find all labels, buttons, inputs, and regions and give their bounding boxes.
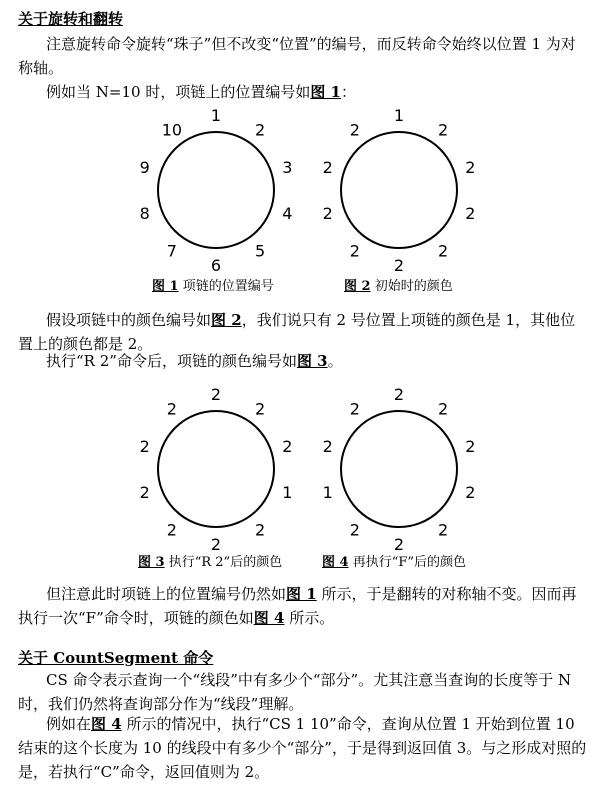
necklace-label: 5 (255, 241, 266, 261)
figure-1-caption: 图 1 项链的位置编号 (152, 279, 274, 294)
necklace-label: 2 (465, 436, 476, 456)
paragraph-flip-note: 但注意此时项链上的位置编号仍然如图 1 所示，于是翻转的对称轴不变。因而再执行一次“F”命令时，项链的颜色如图 4 所示。 (18, 585, 577, 627)
figure-ref-4b: 图 4 (91, 715, 122, 733)
figure-ref-1: 图 1 (310, 83, 341, 101)
necklace-label: 2 (393, 256, 405, 275)
necklace-label: 2 (438, 399, 449, 419)
necklace-label: 2 (255, 399, 266, 419)
paragraph-cs-definition: CS 命令表示查询一个“线段”中有多少个“部分”。尤其注意当查询的长度等于 N 时，我们仍然将查询部分作为“线段”理解。 (18, 671, 572, 713)
necklace-label: 4 (282, 204, 293, 224)
necklace-label: 2 (393, 535, 405, 554)
necklace-label: 2 (393, 385, 405, 404)
necklace-circle-3 (158, 411, 274, 527)
necklace-circle-2 (341, 132, 457, 248)
necklace-label: 6 (210, 256, 222, 275)
necklace-label: 8 (139, 204, 150, 224)
necklace-label: 1 (393, 106, 405, 125)
necklace-label: 7 (166, 241, 177, 261)
figure-4-caption: 图 4 再执行“F”后的颜色 (322, 555, 467, 570)
necklace-label: 2 (465, 483, 476, 503)
figure-2-caption: 图 2 初始时的颜色 (344, 279, 453, 294)
figure-ref-3: 图 3 (296, 352, 328, 370)
paragraph-rotation-note: 注意旋转命令旋转“珠子”但不改变“位置”的编号，而反转命令始终以位置 1 为对称轴。 (18, 35, 576, 77)
necklace-label: 2 (465, 157, 476, 177)
paragraph-example-intro: 例如当 N=10 时，项链上的位置编号如图 1： (46, 83, 357, 101)
paragraph-cs-example: 例如在图 4 所示的情况中，执行“CS 1 10”命令，查询从位置 1 开始到位置 10 结束的这个长度为 10 的线段中有多少个“部分”，于是得到返回值 3。与之形成对照的是，若执行“C”命令，返回值则为 2。 (18, 715, 587, 781)
necklace-label: 2 (166, 399, 177, 419)
necklace-label: 2 (139, 483, 150, 503)
figure-2 (323, 106, 476, 275)
necklace-label: 2 (322, 204, 333, 224)
figure-3 (140, 385, 293, 554)
paragraph-rotate-command: 执行“R 2”命令后，项链的颜色编号如图 3。 (46, 352, 343, 370)
figure-4 (323, 385, 476, 554)
section-title-countsegment: 关于 CountSegment 命令 (18, 649, 214, 667)
necklace-label: 2 (322, 157, 333, 177)
necklace-label: 2 (438, 120, 449, 140)
necklace-label: 1 (322, 483, 333, 503)
necklace-label: 2 (166, 520, 177, 540)
necklace-circle-4 (341, 411, 457, 527)
necklace-label: 2 (255, 120, 266, 140)
necklace-label: 1 (210, 106, 222, 125)
figure-1 (140, 106, 293, 275)
necklace-label: 2 (139, 436, 150, 456)
necklace-label: 2 (322, 436, 333, 456)
necklace-label: 2 (465, 204, 476, 224)
section-title-rotation: 关于旋转和翻转 (18, 10, 124, 28)
necklace-label: 2 (438, 520, 449, 540)
necklace-label: 10 (161, 120, 183, 140)
figure-3-caption: 图 3 执行“R 2”后的颜色 (138, 555, 283, 570)
necklace-label: 2 (255, 520, 266, 540)
necklace-label: 3 (282, 157, 293, 177)
figure-ref-4: 图 4 (253, 609, 285, 627)
necklace-label: 2 (349, 120, 360, 140)
necklace-label: 2 (349, 241, 360, 261)
necklace-label: 2 (349, 520, 360, 540)
necklace-label: 2 (349, 399, 360, 419)
necklace-label: 2 (210, 385, 222, 404)
necklace-label: 9 (139, 157, 150, 177)
necklace-label: 1 (282, 483, 293, 503)
paragraph-color-assumption: 假设项链中的颜色编号如图 2，我们说只有 2 号位置上项链的颜色是 1，其他位置上的颜色都是 2。 (18, 311, 576, 353)
necklace-label: 2 (210, 535, 222, 554)
figure-ref-1b: 图 1 (286, 585, 317, 603)
figure-ref-2: 图 2 (211, 311, 242, 329)
necklace-label: 2 (282, 436, 293, 456)
necklace-label: 2 (438, 241, 449, 261)
necklace-circle-1 (158, 132, 274, 248)
